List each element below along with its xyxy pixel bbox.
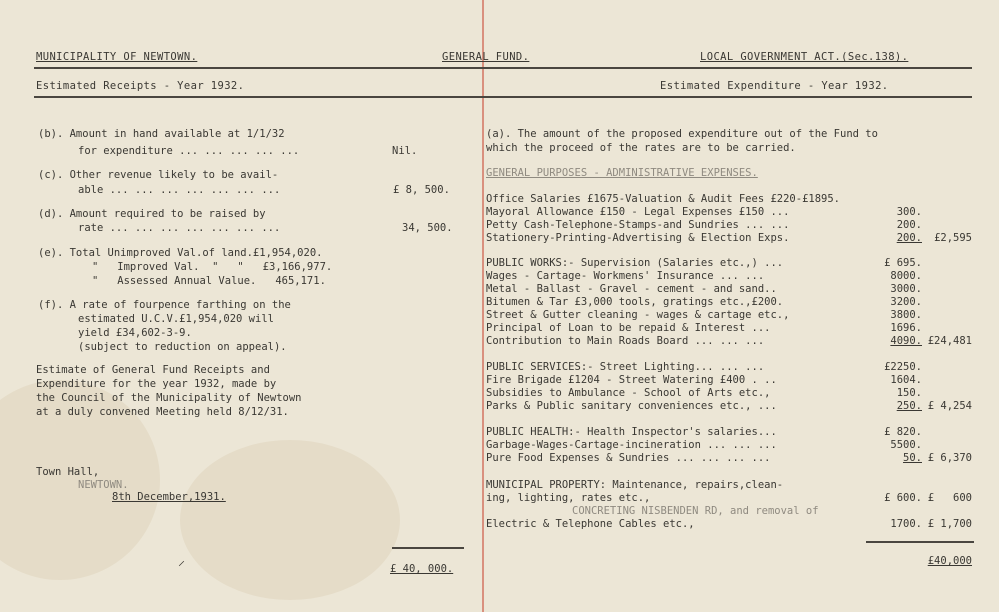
receipts-total-rule [392,547,464,549]
pw-line2-amount: 8000. [890,270,922,282]
receipt-b-line1: (b). Amount in hand available at 1/1/32 [38,128,285,140]
ph-line1: PUBLIC HEALTH:- Health Inspector's salaries... [486,426,777,438]
pw-line6: Principal of Loan to be repaid & Interest ... [486,322,771,334]
municipality-heading: MUNICIPALITY OF NEWTOWN. [36,51,198,63]
mp-line2: ing, lighting, rates etc., [486,492,651,504]
mp-line3: CONCRETING NISBENDEN RD, and removal of [572,505,819,517]
margin-line [482,0,484,612]
pw-line7-amount: 4090. [890,335,922,347]
signature-town: NEWTOWN. [78,479,129,491]
pw-line7: Contribution to Main Roads Board ... ... ... [486,335,765,347]
receipts-total: £ 40, 000. [390,563,454,575]
gp-total: £2,595 [934,232,972,244]
ph-line3: Pure Food Expenses & Sundries ... ... ... ... [486,452,771,464]
gp-line2: Mayoral Allowance £150 - Legal Expenses £150 ... [486,206,790,218]
receipt-f-line1: (f). A rate of fourpence farthing on the [38,299,291,311]
paper-stain [180,440,400,600]
mp-line2-total: £ 600 [927,492,972,504]
receipt-c-amount: £ 8, 500. [393,184,450,196]
expenditure-subheading: Estimated Expenditure - Year 1932. [660,80,889,92]
fund-heading: GENERAL FUND. [442,51,530,63]
receipt-b-line2: for expenditure ... ... ... ... ... [78,145,300,157]
expenditure-total-rule [866,541,974,543]
signature-place: Town Hall, [36,466,100,478]
receipt-c-line1: (c). Other revenue likely to be avail- [38,169,279,181]
receipt-f-line2: estimated U.C.V.£1,954,020 will [78,313,274,325]
gp-line3: Petty Cash-Telephone-Stamps-and Sundries ... ... [486,219,790,231]
pw-line5: Street & Gutter cleaning - wages & cartage etc., [486,309,790,321]
ps-total: £ 4,254 [927,400,972,412]
header-rule [34,67,972,69]
receipt-b-amount: Nil. [392,145,418,157]
mp-line4: Electric & Telephone Cables etc., [486,518,695,530]
pw-line6-amount: 1696. [890,322,922,334]
signature-date: 8th December,1931. [112,491,226,503]
gp-line4: Stationery-Printing-Advertising & Election Exps. [486,232,790,244]
expenditure-grand-total: £40,000 [927,555,972,567]
pw-line1: PUBLIC WORKS:- Supervision (Salaries etc.,) ... [486,257,784,269]
act-heading: LOCAL GOVERNMENT ACT.(Sec.138). [700,51,909,63]
pw-line3-amount: 3000. [890,283,922,295]
ps-line3-amount: 150. [896,387,922,399]
receipt-e-line1: (e). Total Unimproved Val.of land.£1,954,020. [38,247,323,259]
estimate-line4: at a duly convened Meeting held 8/12/31. [36,406,289,418]
pw-line3: Metal - Ballast - Gravel - cement - and sand.. [486,283,777,295]
receipt-c-line2: able ... ... ... ... ... ... ... [78,184,281,196]
gp-line4-amount: 200. [896,232,922,244]
receipt-f-line3: yield £34,602-3-9. [78,327,192,339]
pw-line1-amount: £ 695. [884,257,922,269]
expenditure-a-line2: which the proceed of the rates are to be carried. [486,142,796,154]
ph-line2: Garbage-Wages-Cartage-incineration ... ... ... [486,439,777,451]
mp-line2-amount: £ 600. [884,492,922,504]
receipt-f-line4: (subject to reduction on appeal). [78,341,287,353]
ph-line1-amount: £ 820. [884,426,922,438]
ps-line4: Parks & Public sanitary conveniences etc., ... [486,400,777,412]
receipt-d-line2: rate ... ... ... ... ... ... ... [78,222,281,234]
gp-line2-amount: 300. [896,206,922,218]
ps-line4-amount: 250. [896,400,922,412]
pw-total: £24,481 [927,335,972,347]
receipt-e-line2: " Improved Val. " " £3,166,977. [92,261,333,273]
mp-line4-amount: 1700. [890,518,922,530]
gp-line1: Office Salaries £1675-Valuation & Audit Fees £220-£1895. [486,193,841,205]
pw-line5-amount: 3800. [890,309,922,321]
ph-line2-amount: 5500. [890,439,922,451]
pw-line4: Bitumen & Tar £3,000 tools, gratings etc.,£200. [486,296,784,308]
ph-line3-amount: 50. [903,452,922,464]
ph-total: £ 6,370 [927,452,972,464]
ps-line2-amount: 1604. [890,374,922,386]
mp-line1: MUNICIPAL PROPERTY: Maintenance, repairs,clean- [486,479,784,491]
pw-line2: Wages - Cartage- Workmens' Insurance ... ... [486,270,765,282]
expenditure-a-line1: (a). The amount of the proposed expenditure out of the Fund to [486,128,878,140]
receipt-d-amount: 34, 500. [402,222,453,234]
ps-line3: Subsidies to Ambulance - School of Arts etc., [486,387,771,399]
handwritten-mark: ⸝ [178,553,185,569]
ps-line1-amount: £2250. [884,361,922,373]
estimate-line1: Estimate of General Fund Receipts and [36,364,270,376]
subheading-rule [34,96,972,98]
receipt-d-line1: (d). Amount required to be raised by [38,208,266,220]
general-purposes-heading: GENERAL PURPOSES - ADMINISTRATIVE EXPENSES. [486,167,758,179]
estimate-line3: the Council of the Municipality of Newtown [36,392,302,404]
mp-line4-total: £ 1,700 [927,518,972,530]
estimate-line2: Expenditure for the year 1932, made by [36,378,277,390]
receipts-subheading: Estimated Receipts - Year 1932. [36,80,245,92]
ps-line1: PUBLIC SERVICES:- Street Lighting... ... ... [486,361,765,373]
pw-line4-amount: 3200. [890,296,922,308]
receipt-e-line3: " Assessed Annual Value. 465,171. [92,275,326,287]
ps-line2: Fire Brigade £1204 - Street Watering £400 . .. [486,374,777,386]
gp-line3-amount: 200. [896,219,922,231]
